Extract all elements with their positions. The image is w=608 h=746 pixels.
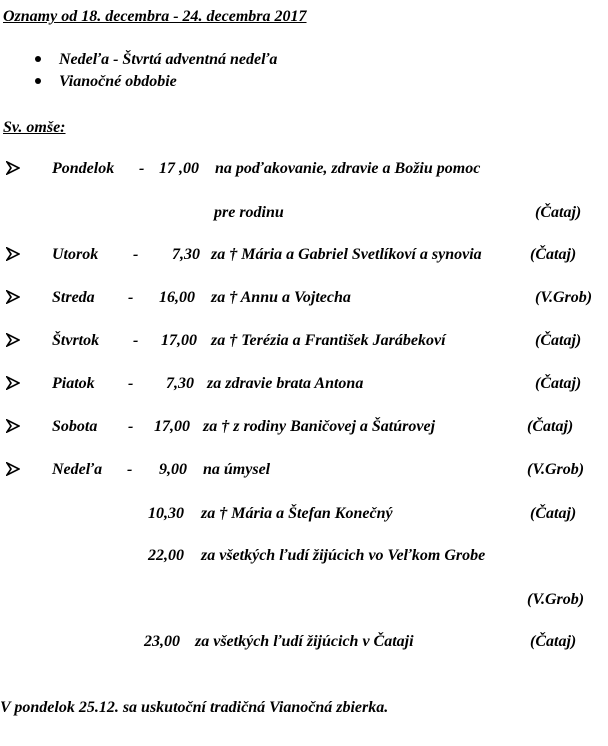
- arrow-bullet-icon: [6, 333, 20, 347]
- dash: -: [128, 289, 134, 306]
- dash: -: [139, 160, 145, 177]
- day-utorok: Utorok: [52, 246, 99, 263]
- time-utorok: 7,30: [172, 246, 200, 263]
- arrow-bullet-icon: [6, 161, 20, 175]
- place-utorok: (Čataj): [530, 246, 577, 263]
- place-piatok: (Čataj): [535, 375, 582, 392]
- arrow-bullet-icon: [6, 462, 20, 476]
- place-stvrtok: (Čataj): [535, 332, 582, 349]
- arrow-bullet-icon: [6, 376, 20, 390]
- day-stvrtok: Štvrtok: [52, 332, 100, 349]
- time-stvrtok: 17,00: [161, 332, 197, 349]
- intention-pondelok: na poďakovanie, zdravie a Božiu pomoc: [215, 160, 481, 177]
- intention-pondelok-cont: pre rodinu: [214, 204, 284, 221]
- bullet-dot: [35, 56, 41, 62]
- bullet-item-2: Vianočné obdobie: [59, 73, 177, 90]
- bullet-item-1: Nedeľa - Štvrtá adventná nedeľa: [59, 51, 278, 68]
- intention-stvrtok: za † Terézia a František Jarábekoví: [211, 332, 446, 349]
- time-nedela-extra-3: 23,00: [144, 633, 180, 650]
- day-piatok: Piatok: [52, 375, 95, 392]
- intention-nedela-extra-2: za všetkých ľudí žijúcich vo Veľkom Grobe: [201, 547, 486, 564]
- day-pondelok: Pondelok: [52, 160, 115, 177]
- intention-piatok: za zdravie brata Antona: [207, 375, 364, 392]
- place-pondelok: (Čataj): [535, 204, 582, 221]
- place-nedela: (V.Grob): [527, 461, 585, 478]
- masses-heading: Sv. omše:: [3, 119, 66, 136]
- place-streda: (V.Grob): [535, 289, 593, 306]
- intention-nedela: na úmysel: [203, 461, 271, 478]
- place-nedela-extra-3: (Čataj): [530, 633, 577, 650]
- day-nedela: Nedeľa: [52, 461, 103, 478]
- time-nedela-extra-1: 10,30: [148, 505, 184, 522]
- intention-sobota: za † z rodiny Baničovej a Šatúrovej: [203, 418, 436, 435]
- intention-nedela-extra-1: za † Mária a Štefan Konečný: [201, 505, 393, 522]
- time-piatok: 7,30: [166, 375, 194, 392]
- day-streda: Streda: [52, 289, 95, 306]
- intention-streda: za † Annu a Vojtecha: [211, 289, 351, 306]
- dash: -: [127, 461, 133, 478]
- intention-nedela-extra-3: za všetkých ľudí žijúcich v Čataji: [195, 633, 414, 650]
- time-nedela: 9,00: [159, 461, 187, 478]
- place-sobota: (Čataj): [527, 418, 574, 435]
- footer-note: V pondelok 25.12. sa uskutoční tradičná Vianočná zbierka.: [0, 699, 389, 716]
- intention-utorok: za † Mária a Gabriel Svetlíkoví a synovia: [211, 246, 482, 263]
- time-streda: 16,00: [159, 289, 195, 306]
- time-nedela-extra-2: 22,00: [148, 547, 184, 564]
- place-nedela-extra-2: (V.Grob): [527, 591, 585, 608]
- arrow-bullet-icon: [6, 290, 20, 304]
- place-nedela-extra-1: (Čataj): [530, 505, 577, 522]
- dash: -: [133, 246, 139, 263]
- day-sobota: Sobota: [52, 418, 98, 435]
- dash: -: [128, 418, 134, 435]
- page-title: Oznamy od 18. decembra - 24. decembra 2017: [3, 8, 307, 25]
- bullet-dot: [35, 78, 41, 84]
- arrow-bullet-icon: [6, 419, 20, 433]
- time-pondelok: 17 ,00: [159, 160, 199, 177]
- dash: -: [128, 375, 134, 392]
- arrow-bullet-icon: [6, 247, 20, 261]
- time-sobota: 17,00: [154, 418, 190, 435]
- dash: -: [133, 332, 139, 349]
